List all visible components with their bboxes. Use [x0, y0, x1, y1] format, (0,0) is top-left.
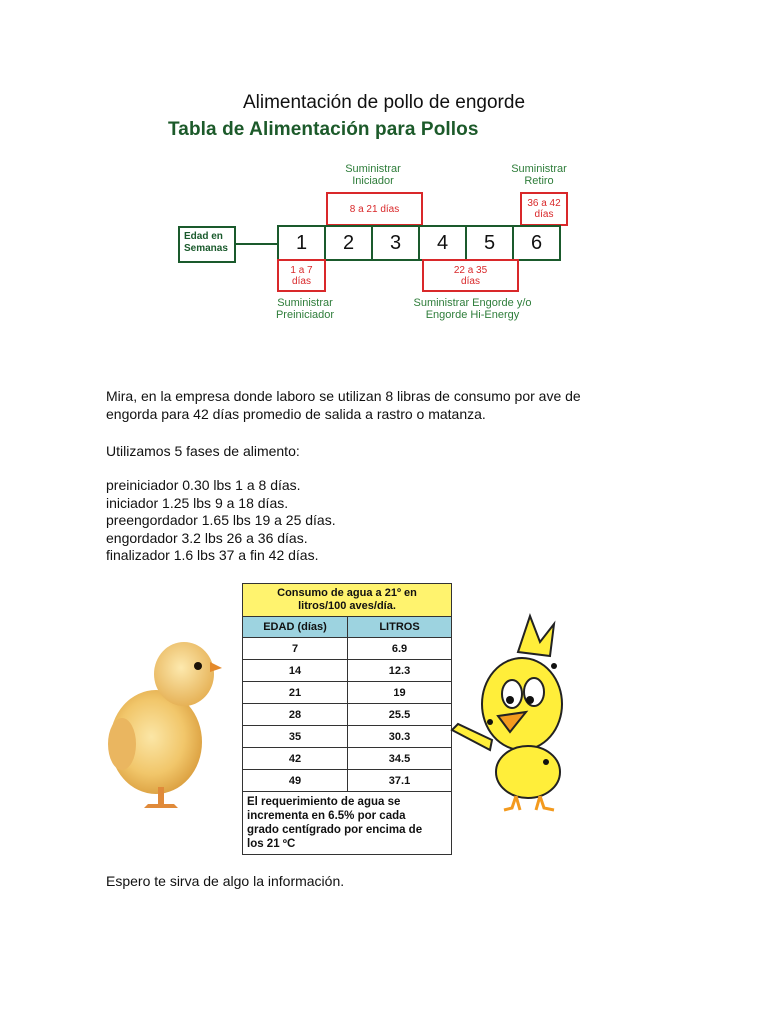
week-cell-3: 3 [371, 225, 420, 261]
edad-semanas-box [178, 226, 236, 263]
water-consumption-table [242, 583, 452, 855]
engorde-days-text: 22 a 35 días [453, 264, 488, 287]
box-engorde-days [422, 259, 519, 292]
phases-list [106, 477, 336, 565]
preiniciador-days-text: 1 a 7 días [290, 264, 313, 287]
week-cell-1: 1 [277, 225, 326, 261]
chick-photo [104, 632, 226, 812]
week-cell-6: 6 [512, 225, 561, 261]
edad-cell: 14 [243, 660, 348, 682]
phase-item: preiniciador 0.30 lbs 1 a 8 días. [106, 477, 301, 493]
week-cell-2: 2 [324, 225, 373, 261]
phase-item: iniciador 1.25 lbs 9 a 18 días. [106, 494, 289, 511]
note-line: incrementa en 6.5% por cada [247, 810, 406, 822]
litros-cell: 6.9 [348, 638, 452, 660]
diagram-title: Tabla de Alimentación para Pollos [168, 119, 479, 140]
paragraph-line: engorda para 42 días promedio de salida a rastro o matanza. [106, 405, 486, 422]
table-row [243, 704, 452, 726]
edad-cell: 28 [243, 704, 348, 726]
edad-cell: 7 [243, 638, 348, 660]
col-header-edad: EDAD (días) [243, 617, 348, 638]
table-row [243, 726, 452, 748]
weeks-row [277, 225, 568, 261]
table-row [243, 638, 452, 660]
edad-cell: 35 [243, 726, 348, 748]
document-title: Alimentación de pollo de engorde [242, 92, 526, 113]
connector-line [236, 243, 278, 245]
retiro-days-text: 36 a 42 días [527, 198, 561, 220]
edad-cell: 49 [243, 770, 348, 792]
water-table-title-line: Consumo de agua a 21º en [277, 587, 417, 599]
label-suministrar-preiniciador: Suministrar Preiniciador [275, 297, 335, 321]
litros-cell: 25.5 [348, 704, 452, 726]
water-table-title-line: litros/100 aves/día. [298, 600, 396, 612]
edad-cell: 21 [243, 682, 348, 704]
litros-cell: 37.1 [348, 770, 452, 792]
cartoon-chick-pointing [450, 612, 580, 812]
note-line: El requerimiento de agua se [247, 796, 401, 808]
col-header-litros: LITROS [348, 617, 452, 638]
table-row [243, 770, 452, 792]
table-row [243, 682, 452, 704]
litros-cell: 34.5 [348, 748, 452, 770]
label-suministrar-iniciador: Suministrar Iniciador [345, 163, 401, 187]
litros-cell: 12.3 [348, 660, 452, 682]
paragraph-consumo [106, 388, 581, 423]
note-line: los 21 ºC [247, 838, 296, 850]
phase-item: preengordador 1.65 lbs 19 a 25 días. [106, 512, 336, 528]
table-row [243, 660, 452, 682]
phase-item: finalizador 1.6 lbs 37 a fin 42 días. [106, 547, 319, 563]
note-line: grado centígrado por encima de [247, 824, 423, 836]
litros-cell: 30.3 [348, 726, 452, 748]
box-preiniciador-days [277, 259, 326, 292]
edad-semanas-label: Edad en Semanas [184, 231, 228, 254]
edad-cell: 42 [243, 748, 348, 770]
iniciador-days-text: 8 a 21 días [349, 203, 400, 215]
phase-item: engordador 3.2 lbs 26 a 36 días. [106, 529, 308, 546]
label-suministrar-engorde: Suministrar Engorde y/o Engorde Hi-Energy [413, 297, 532, 321]
week-cell-4: 4 [418, 225, 467, 261]
box-iniciador-days [326, 192, 423, 226]
water-table-title [243, 584, 452, 617]
box-retiro-days [520, 192, 568, 226]
week-cell-5: 5 [465, 225, 514, 261]
water-table-note [243, 792, 452, 855]
litros-cell: 19 [348, 682, 452, 704]
paragraph-line: Mira, en la empresa donde laboro se utilizan 8 libras de consumo por ave de [106, 388, 581, 404]
closing-text: Espero te sirva de algo la información. [106, 873, 345, 889]
paragraph-fases: Utilizamos 5 fases de alimento: [106, 443, 300, 459]
table-row [243, 748, 452, 770]
label-suministrar-retiro: Suministrar Retiro [511, 163, 567, 187]
